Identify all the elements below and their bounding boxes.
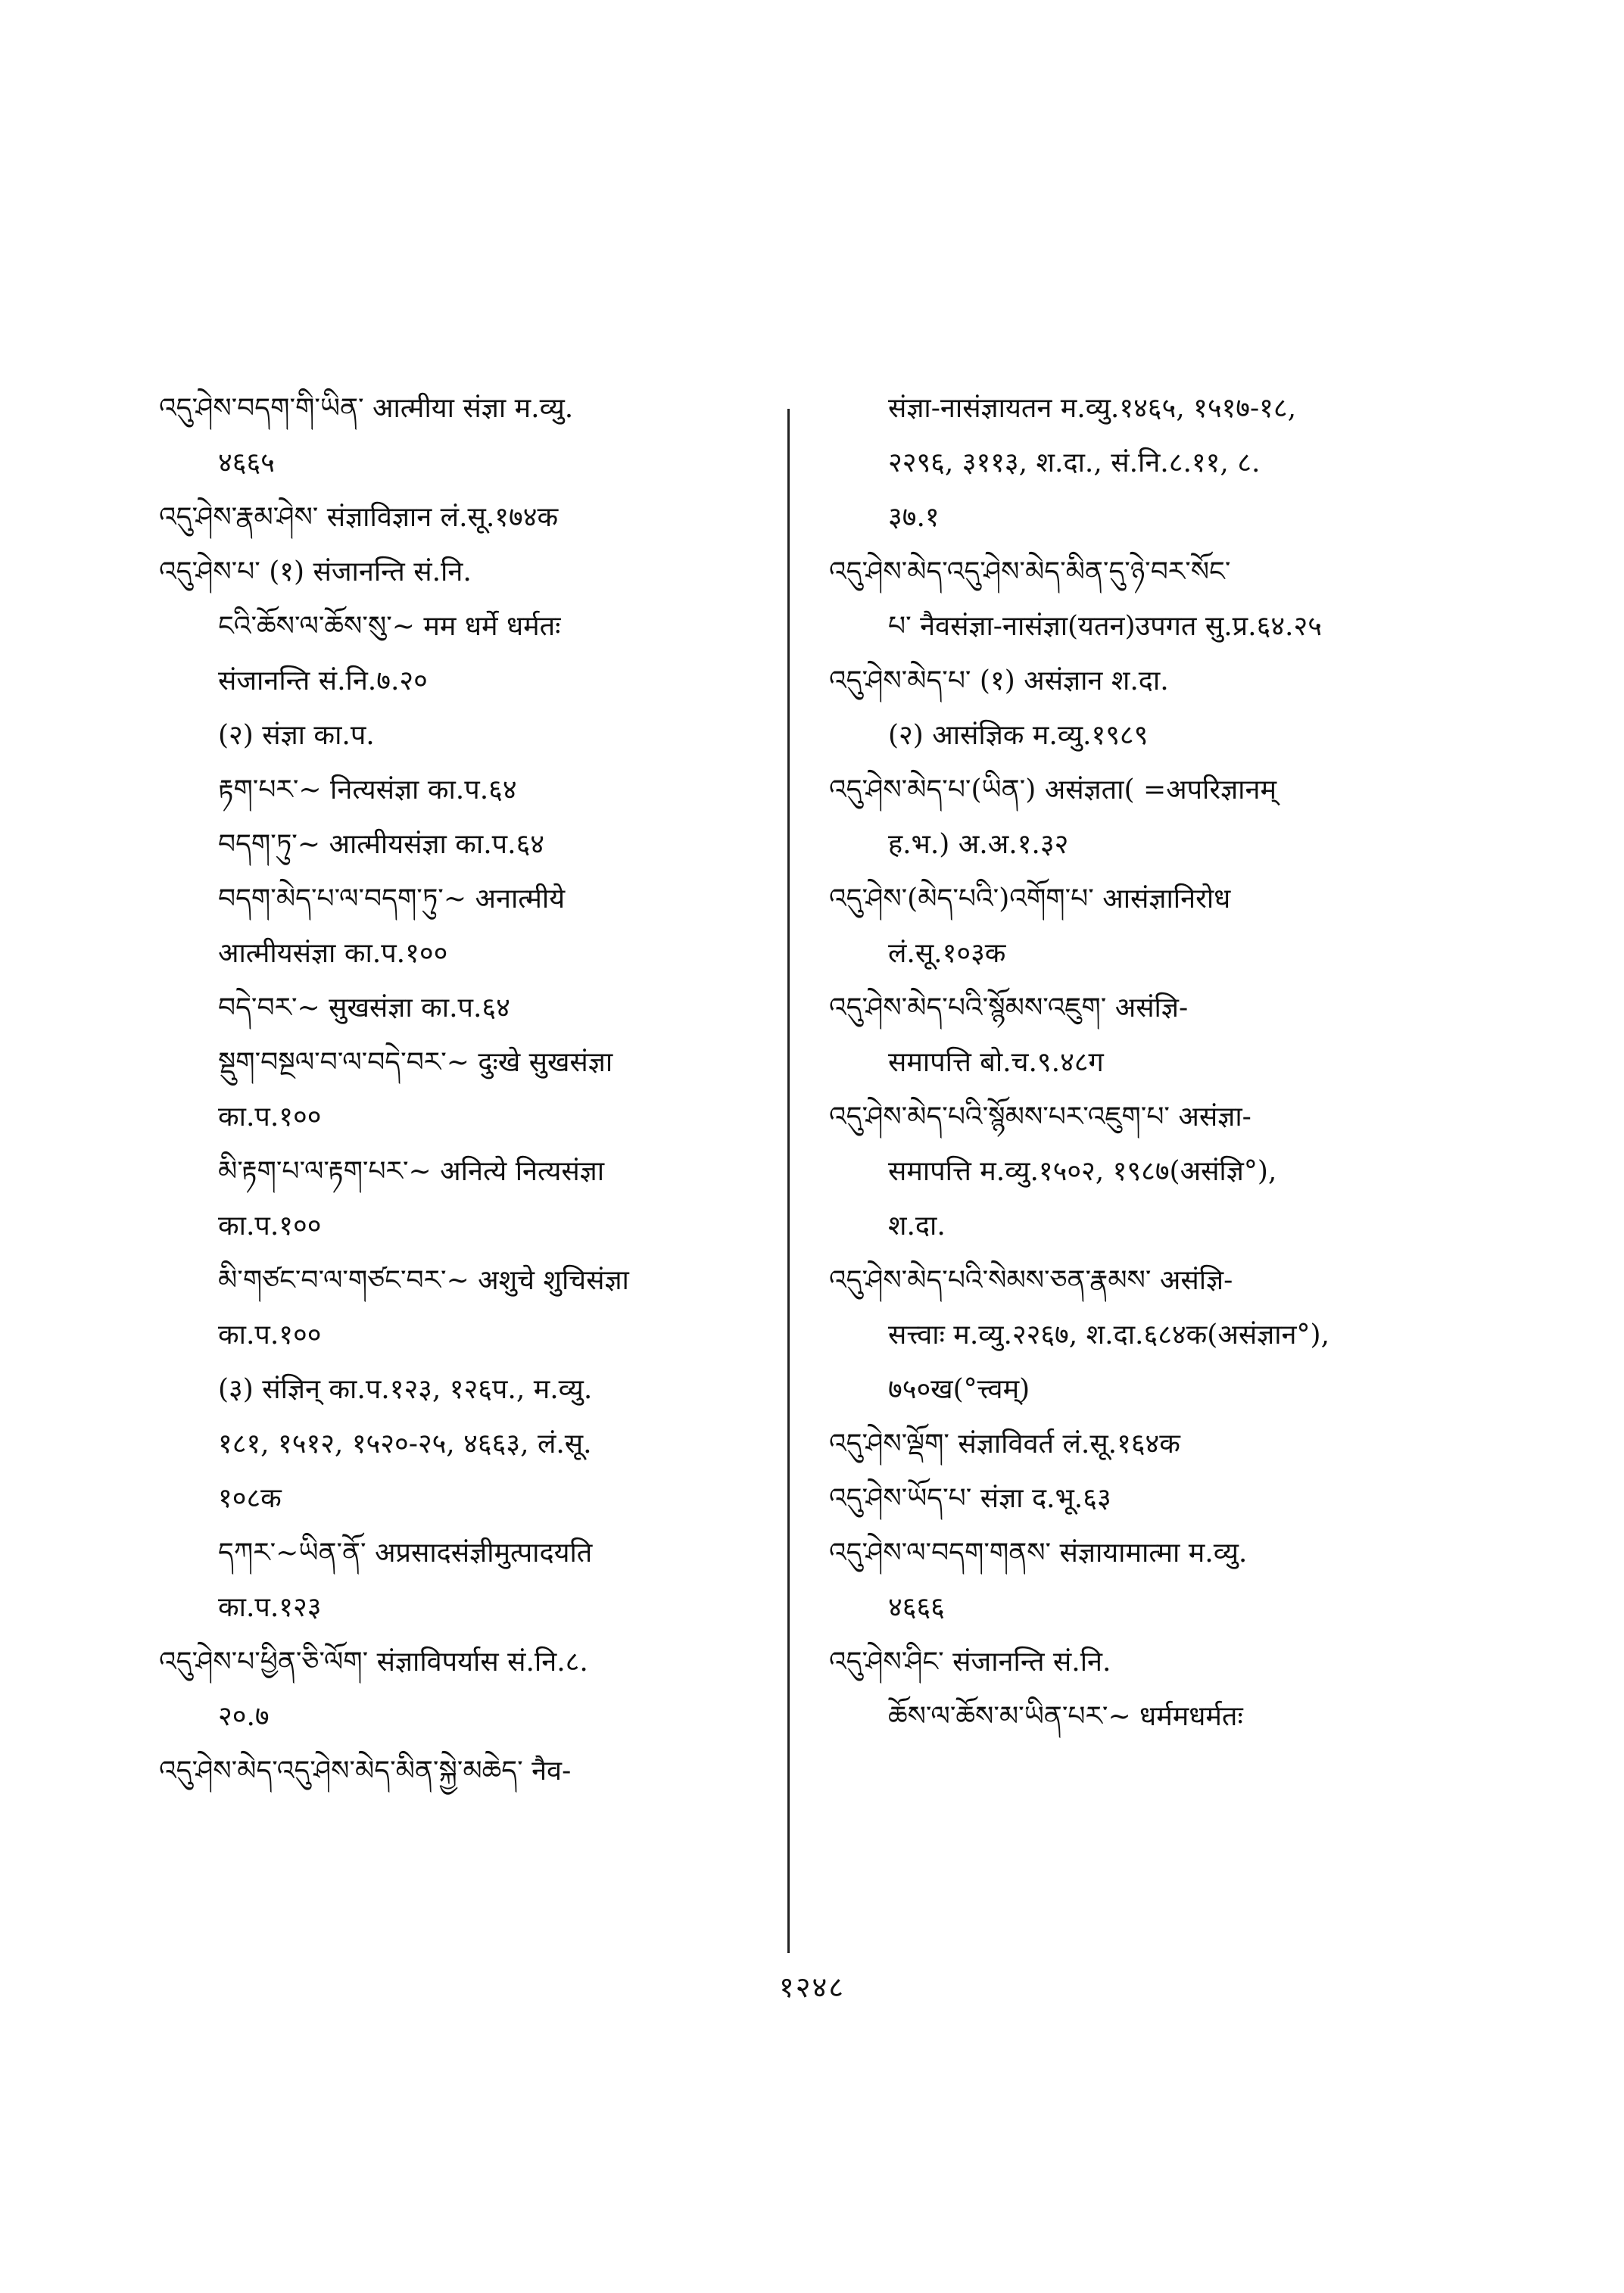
text-line: མི་རྟག་པ་ལ་རྟག་པར་~ अनित्ये नित्यसंज्ञा <box>218 1156 605 1187</box>
text-line: འདུ་ཤེས་བདག་གི་ཡིན་ आत्मीया संज्ञा म.व्यु. <box>159 393 574 424</box>
text-line: ह.भ.) अ.अ.१.३२ <box>888 829 1069 860</box>
page-number: १२४८ <box>778 1971 846 2004</box>
text-line: རྟག་པར་~ नित्यसंज्ञा का.प.६४ <box>218 774 517 805</box>
text-line: आत्मीयसंज्ञा का.प.१०० <box>218 938 448 969</box>
text-line: བདག་ཏུ་~ आत्मीयसंज्ञा का.प.६४ <box>218 829 545 860</box>
text-line: འདུ་ཤེས་པ་ཕྱིན་ཅི་ལོག་ संज्ञाविपर्यास सं.नि.८. <box>159 1647 588 1678</box>
text-line: འདུ་ཤེས་ཡོད་པ་ संज्ञा द.भू.६३ <box>829 1483 1111 1514</box>
text-line: सत्त्वाः म.व्यु.२२६७, श.दा.६८४क(असंज्ञान°), <box>888 1319 1330 1351</box>
text-line: ७५०ख(°त्त्वम्) <box>888 1374 1030 1405</box>
text-line: ३७.१ <box>888 502 940 533</box>
text-line: संजानन्ति सं.नि.७.२० <box>218 665 428 696</box>
text-line: १८१, १५१२, १५२०-२५, ४६६३, लं.सू. <box>218 1428 592 1460</box>
text-line: འདུ་ཤེས་མེད་པ་ (१) असंज्ञान श.दा. <box>829 665 1169 696</box>
text-line: का.प.१०० <box>218 1319 322 1351</box>
text-line: (२) संज्ञा का.प. <box>218 720 375 751</box>
text-line: (२) आसंज्ञिक म.व्यु.१९८९ <box>888 720 1149 751</box>
text-line: བདེ་བར་~ सुखसंज्ञा का.प.६४ <box>218 992 510 1023</box>
text-line: २२९६, ३११३, श.दा., सं.नि.८.११, ८. <box>888 447 1261 478</box>
text-line: འདུ་ཤེས་མེད་པའི་སེམས་ཅན་རྣམས་ असंज्ञि- <box>829 1265 1233 1296</box>
text-line: འདུ་ཤེས་ཤིང་ संजानन्ति सं.नि. <box>829 1647 1111 1678</box>
text-line: འདུ་ཤེས་མེད་པའི་སྙོམས་འཇུག་ असंज्ञि- <box>829 992 1189 1023</box>
text-line: འདུ་ཤེས་ལྡོག་ संज्ञाविवर्त लं.सू.१६४क <box>829 1428 1180 1460</box>
text-line: लं.सू.१०३क <box>888 938 1006 969</box>
left-column <box>159 395 780 1812</box>
text-line: १०८क <box>218 1483 282 1514</box>
column-divider <box>787 409 790 1953</box>
text-line: འདུ་ཤེས་རྣམ་ཤེས་ संज्ञाविज्ञान लं.सू.१७४क <box>159 502 559 533</box>
text-line: སྡུག་བསྔལ་བ་ལ་བདེ་བར་~ दुःखे सुखसंज्ञा <box>218 1047 613 1078</box>
text-line: མི་གཙང་བ་ལ་གཙང་བར་~ अशुचे शुचिसंज्ञा <box>218 1265 629 1296</box>
text-line: ४६६६ <box>888 1592 945 1623</box>
text-line: समापत्ति म.व्यु.१५०२, १९८७(असंज्ञि°), <box>888 1156 1277 1187</box>
text-line: འདུ་ཤེས་པ་ (१) संजानन्ति सं.नि. <box>159 556 472 587</box>
text-line: འདུ་ཤེས་ལ་བདག་གནས་ संज्ञायामात्मा म.व्यु. <box>829 1537 1248 1569</box>
text-line: २०.७ <box>218 1701 270 1732</box>
text-line: འདུ་ཤེས་མེད་པ་(ཡིན་) असंज्ञता( =अपरिज्ञानम् <box>829 774 1277 805</box>
text-line: ४६६५ <box>218 447 275 478</box>
text-line: བདག་མེད་པ་ལ་བདག་ཏུ་~ अनात्मीये <box>218 883 566 914</box>
text-line: འདུ་ཤེས་(མེད་པའི་)འགོག་པ་ आसंज्ञानिरोध <box>829 883 1231 914</box>
text-line: का.प.१०० <box>218 1210 322 1242</box>
text-line: ཆོས་ལ་ཆོས་མ་ཡིན་པར་~ धर्ममधर्मतः <box>888 1701 1243 1732</box>
text-line: का.प.१०० <box>218 1101 322 1132</box>
text-line: ངའི་ཆོས་ལ་ཆོས་སུ་~ मम धर्मे धर्मतः <box>218 611 561 642</box>
text-line: འདུ་ཤེས་མེད་པའི་སྙོམས་པར་འཇུག་པ་ असंज्ञा- <box>829 1101 1252 1132</box>
right-column <box>829 395 1465 1758</box>
text-line: འདུ་ཤེས་མེད་འདུ་ཤེས་མེད་མིན་སྐྱེ་མཆེད་ नैव- <box>159 1756 572 1787</box>
text-line: का.प.१२३ <box>218 1592 322 1623</box>
text-line: संज्ञा-नासंज्ञायतन म.व्यु.१४६५, १५१७-१८, <box>888 393 1297 424</box>
text-line: འདུ་ཤེས་མེད་འདུ་ཤེས་མེད་མིན་དུ་ཉེ་བར་སོང་ <box>829 556 1231 587</box>
text-line: समापत्ति बो.च.९.४८ग <box>888 1047 1104 1078</box>
text-line: དཀར་~ཡིན་ནོ་ अप्रसादसंज्ञीमुत्पादयति <box>218 1537 593 1569</box>
text-line: श.दा. <box>888 1210 946 1242</box>
text-line: (३) संज्ञिन् का.प.१२३, १२६प., म.व्यु. <box>218 1374 593 1405</box>
text-line: པ་ नैवसंज्ञा-नासंज्ञा(यतन)उपगत सु.प्र.६४.२५ <box>888 611 1322 642</box>
